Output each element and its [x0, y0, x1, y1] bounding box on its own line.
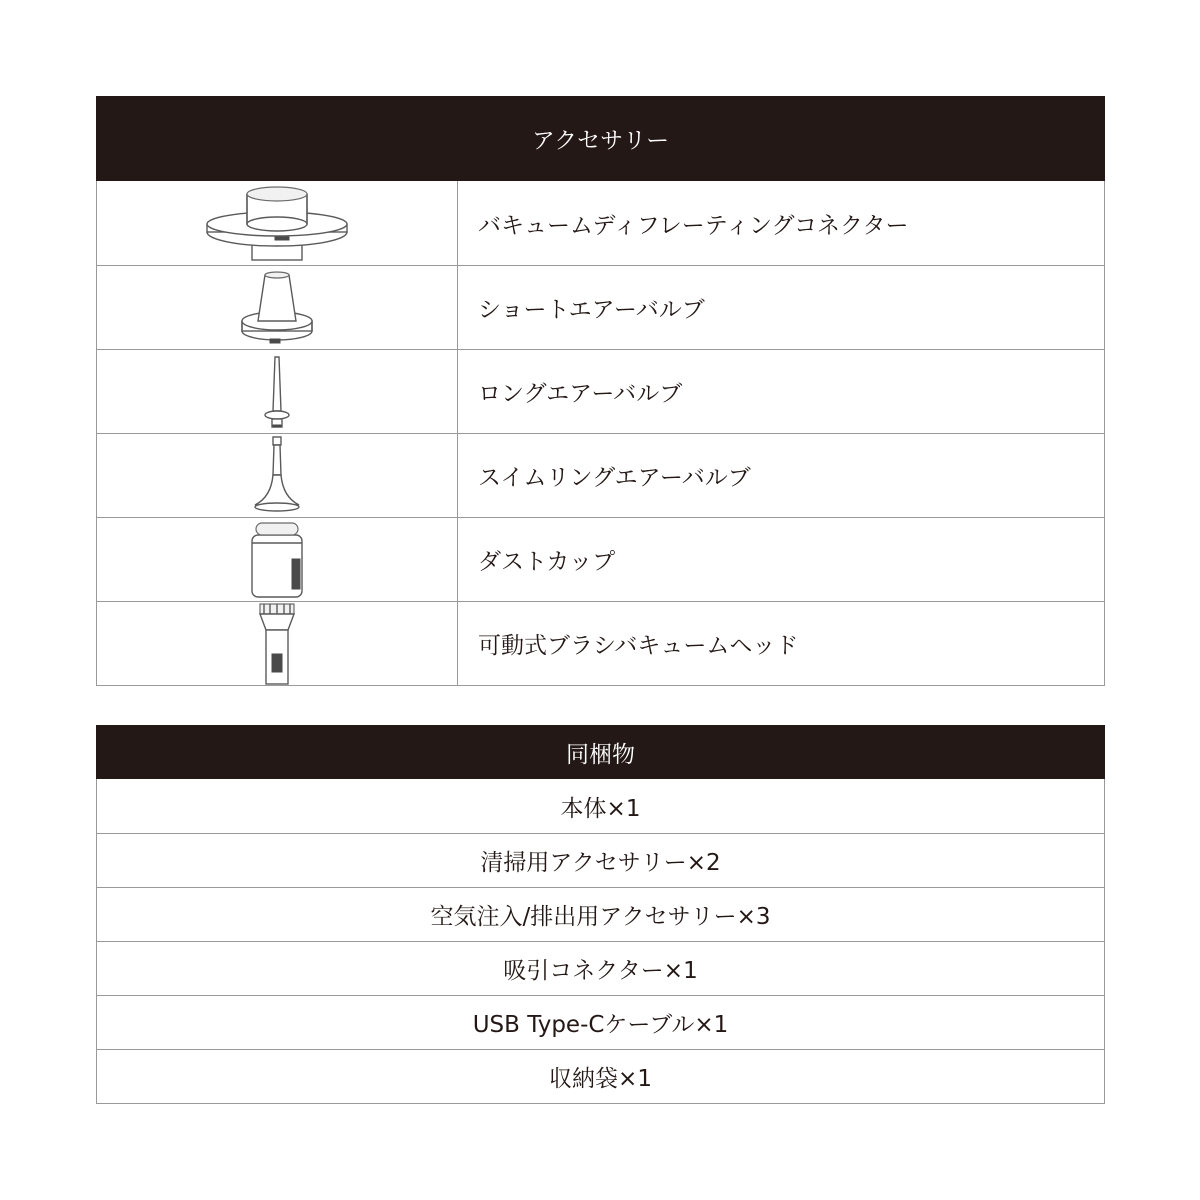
package-contents-header: 同梱物: [96, 725, 1105, 779]
package-contents-row: 清掃用アクセサリー×2: [97, 833, 1104, 887]
accessory-row: [97, 349, 1104, 433]
vacuum-deflating-connector-icon: [197, 182, 357, 264]
accessory-row: [97, 181, 1104, 265]
package-contents-row: 本体×1: [560, 795, 641, 822]
accessory-row: [97, 601, 1104, 685]
package-contents-row: USB Type-Cケーブル×1: [97, 995, 1104, 1049]
package-contents-row: 吸引コネクター×1: [97, 941, 1104, 995]
package-contents-table: [96, 725, 1105, 1104]
accessories-header: アクセサリー: [96, 96, 1105, 181]
accessory-label: バキュームディフレーティングコネクター: [478, 212, 909, 239]
long-air-valve-icon: [257, 351, 297, 433]
accessory-image-cell: [97, 350, 458, 433]
dust-cup-icon: [242, 519, 312, 601]
accessory-label: ダストカップ: [478, 549, 616, 575]
package-contents-row: 収納袋×1: [97, 1049, 1104, 1103]
accessory-row: [97, 433, 1104, 517]
accessory-image-cell: [97, 266, 458, 349]
accessory-label: ショートエアーバルブ: [478, 297, 705, 323]
accessory-image-cell: [97, 434, 458, 517]
package-contents-row: 空気注入/排出用アクセサリー×3: [97, 887, 1104, 941]
swim-ring-air-valve-icon: [247, 435, 307, 517]
accessory-label: スイムリングエアーバルブ: [478, 465, 751, 491]
accessory-label: ロングエアーバルブ: [478, 381, 683, 407]
accessory-image-cell: [97, 602, 458, 685]
accessory-row: [97, 517, 1104, 601]
accessory-image-cell: [97, 518, 458, 601]
accessory-row: [97, 265, 1104, 349]
brush-vacuum-head-icon: [252, 602, 302, 685]
accessory-label: 可動式ブラシバキュームヘッド: [478, 633, 799, 659]
accessory-image-cell: [97, 181, 458, 265]
short-air-valve-icon: [232, 267, 322, 349]
accessories-table: [96, 96, 1105, 686]
